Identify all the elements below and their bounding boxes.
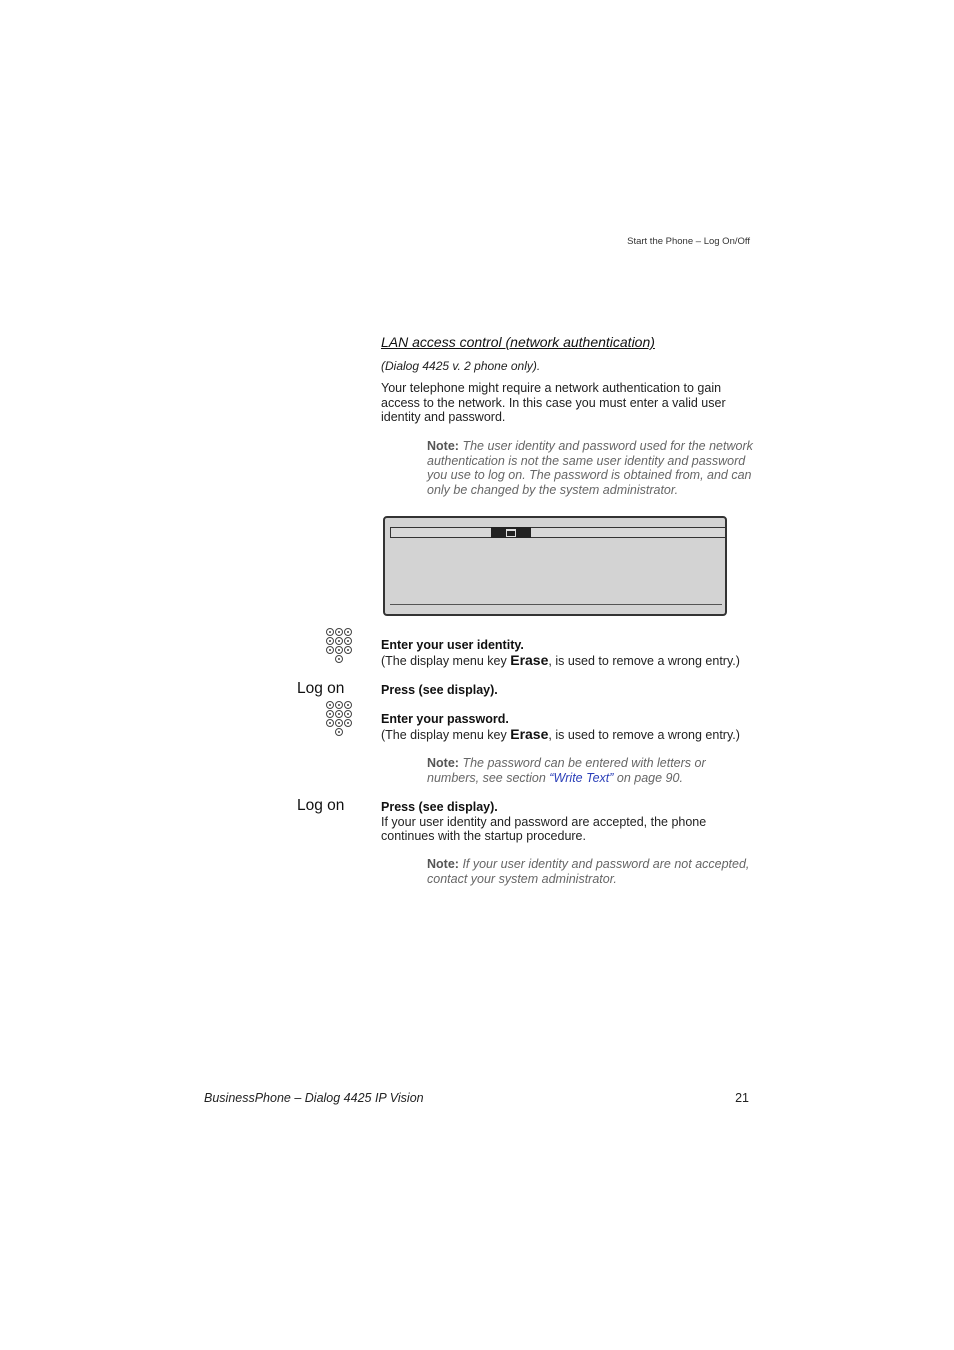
step-press-display-final xyxy=(381,800,753,844)
erase-key-label: Erase xyxy=(510,651,549,668)
step-description: (The display menu key Erase, is used to remove a wrong entry.) xyxy=(381,725,740,742)
phone-display xyxy=(383,516,727,616)
step-description: (The display menu key Erase, is used to remove a wrong entry.) xyxy=(381,651,740,668)
step-title: Enter your password. xyxy=(381,712,509,726)
keypad-icon xyxy=(326,701,352,737)
note-label: Note: xyxy=(427,756,459,770)
step-press-display: Press (see display). xyxy=(381,683,498,697)
section-subtitle: (Dialog 4425 v. 2 phone only). xyxy=(381,359,541,373)
step-title: Enter your user identity. xyxy=(381,638,524,652)
section-title: LAN access control (network authentication) xyxy=(381,334,655,350)
note-network-auth xyxy=(427,439,753,497)
keypad-icon xyxy=(326,628,352,664)
note-label: Note: xyxy=(427,439,459,453)
intro-paragraph: Your telephone might require a network authentication to gain access to the network. In this case you must enter a valid user identity and password. xyxy=(381,381,726,425)
step-enter-user-identity xyxy=(381,638,753,668)
step-enter-password xyxy=(381,712,753,742)
display-menu-line xyxy=(390,604,722,605)
display-status-bar xyxy=(390,527,726,538)
page-number: 21 xyxy=(735,1091,749,1105)
note-label: Note: xyxy=(427,857,459,871)
footer-doc-title: BusinessPhone – Dialog 4425 IP Vision xyxy=(204,1091,424,1105)
step-title: Press (see display). xyxy=(381,800,498,814)
erase-key-label: Erase xyxy=(510,725,549,742)
step-description: If your user identity and password are accepted, the phone continues with the startup procedure. xyxy=(381,814,707,844)
note-not-accepted: Note: If your user identity and password are not accepted, contact your system administrator. xyxy=(427,857,750,886)
write-text-link[interactable]: “Write Text” xyxy=(549,770,614,785)
running-header: Start the Phone – Log On/Off xyxy=(627,236,750,247)
log-on-key-label: Log on xyxy=(297,680,345,697)
note-text: The user identity and password used for the network authentication is not the same user identity and password you use to log on. The password is obtained from, and can only be changed by the system administrator. xyxy=(427,439,753,497)
log-on-key-label: Log on xyxy=(297,797,345,814)
note-password-entry: Note: The password can be entered with letters or numbers, see section “Write Text” on page 90. xyxy=(427,756,706,785)
keyboard-icon xyxy=(491,527,531,538)
